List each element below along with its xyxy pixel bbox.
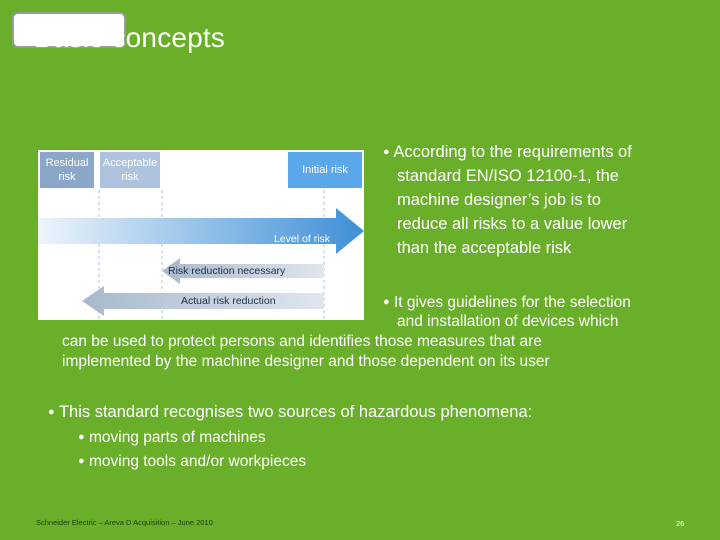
sub-bullet-2 xyxy=(78,451,306,472)
bullet-2-line-4: implemented by the machine designer and those dependent on its user xyxy=(62,353,550,370)
risk-diagram xyxy=(38,150,364,320)
bullet-2-line-3: can be used to protect persons and identifies those measures that are xyxy=(62,333,542,350)
footer-text: Schneider Electric – Areva D Acquisition – June 2010 xyxy=(36,518,213,527)
bullet-3 xyxy=(48,400,532,424)
bullet-1 xyxy=(383,140,632,164)
acceptable-risk-box xyxy=(100,152,160,188)
residual-risk-box xyxy=(40,152,94,188)
residual-risk-label: Residual risk xyxy=(45,157,89,183)
bullet-2-line-1: It gives guidelines for the selection xyxy=(393,294,631,311)
bullet-2-line-2: and installation of devices which xyxy=(397,313,619,330)
bullet-dot: ● xyxy=(383,146,390,158)
initial-risk-label: Initial risk xyxy=(302,164,348,176)
risk-reduction-necessary-label: Risk reduction necessary xyxy=(168,265,286,277)
bullet-dot: ● xyxy=(48,406,55,418)
bullet-dot: ● xyxy=(78,431,85,443)
level-of-risk-arrow xyxy=(38,208,364,254)
initial-risk-box xyxy=(288,152,362,188)
actual-risk-reduction-label: Actual risk reduction xyxy=(181,295,276,307)
sub-bullet-2-text: moving tools and/or workpieces xyxy=(88,453,307,470)
bullet-dot: ● xyxy=(383,296,390,308)
level-of-risk-label: Level of risk xyxy=(274,233,331,245)
bullet-3-text: This standard recognises two sources of hazardous phenomena: xyxy=(58,403,533,421)
sub-bullet-1-text: moving parts of machines xyxy=(88,429,266,446)
bullet-1-line-4: reduce all risks to a value lower xyxy=(397,215,628,233)
bullet-1-line-3: machine designer’s job is to xyxy=(397,191,601,209)
bullet-dot: ● xyxy=(78,455,85,467)
bullet-1-line-2: standard EN/ISO 12100-1, the xyxy=(397,167,619,185)
acceptable-risk-label: Acceptable risk xyxy=(102,157,158,183)
bullet-1-line-5: than the acceptable risk xyxy=(397,239,572,257)
bullet-2 xyxy=(383,292,631,313)
slide-title: Basic concepts xyxy=(34,22,226,53)
page-number: 26 xyxy=(676,519,685,528)
bullet-1-line-1: According to the requirements of xyxy=(393,143,632,161)
sub-bullet-1 xyxy=(78,427,266,448)
